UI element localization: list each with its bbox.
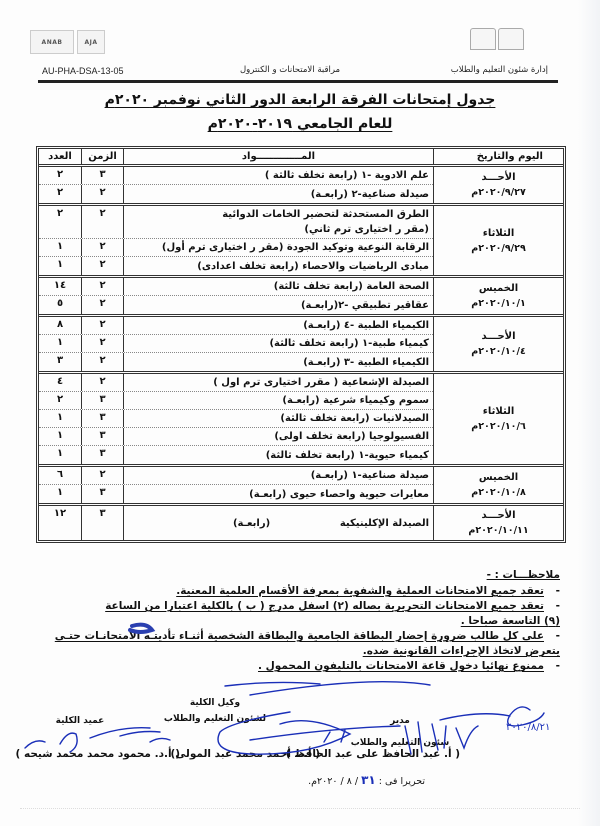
note-text: (٩) التاسعة صباحا . [460, 615, 560, 627]
exam-date: ٢٠٢٠/١٠/١١م [468, 525, 529, 536]
student-count-cell: ٢ [56, 208, 64, 219]
duration-cell: ٢ [81, 206, 123, 238]
student-count-cell: ١ [56, 412, 64, 423]
subject-cell [123, 317, 433, 334]
subject-cell [123, 206, 433, 238]
note-item: - على كل طالب ضرورة إحضار البطاقة الجامعية والبطاقة الشخصية أثنـاء تأديتـه الامتحانـات حتـى [54, 630, 560, 642]
day-date-cell [433, 206, 563, 275]
exam-date: ٢٠٢٠/١٠/٨م [471, 487, 526, 498]
subject-cell [123, 428, 433, 445]
document-code: AU-PHA-DSA-13-05 [42, 66, 124, 76]
subject-text: الصيدلانيات (رابعة تخلف ثالثة) [280, 413, 429, 424]
document-title [0, 92, 600, 108]
accreditation-logos [30, 30, 110, 56]
subject-text: الفسيولوجيا (رابعة تخلف اولى) [274, 431, 429, 442]
exam-date: ٢٠٢٠/١٠/٦م [471, 421, 526, 432]
student-count-cell: ١ [56, 337, 64, 348]
day-name: الأحـــد [481, 172, 516, 183]
day-date-cell [433, 317, 563, 371]
student-count-cell: ٢ [56, 187, 64, 198]
signature-role: وكيل الكلية [189, 698, 241, 708]
duration-cell: ٣ [81, 446, 123, 464]
header-center-text: مراقبة الامتحانات و الكنترول [240, 65, 341, 75]
university-logo [470, 28, 526, 56]
subject-text: سموم وكيمياء شرعية (رابعـة) [282, 395, 429, 406]
vice-dean-name: ( أ.د. أحمد محمد عبد المولى) [170, 748, 320, 760]
table-row [39, 506, 433, 540]
signature-role: لشئون التعليم والطلاب [163, 714, 267, 724]
exam-date: ٢٠٢٠/٩/٢٧م [471, 187, 526, 198]
table-row [39, 374, 433, 392]
day-group [39, 467, 563, 506]
day-date-cell [433, 467, 563, 503]
day-date-cell [433, 506, 563, 540]
subject-cell [123, 167, 433, 184]
duration-cell: ٢ [81, 239, 123, 256]
subject-text: كيمياء طبية-١ (رابعة تخلف ثالثة) [269, 338, 429, 349]
day-group [39, 506, 563, 540]
subject-text: كيمياء حيوية-١ (رابعة تخلف ثالثة) [265, 449, 429, 461]
subject-text: الصيدلة الإشعاعية ( مقرر اختيارى ترم اول ) [213, 377, 429, 388]
duration-cell: ٢ [81, 335, 123, 352]
table-row [39, 167, 433, 185]
duration-cell: ٢ [81, 353, 123, 371]
subject-text: معايرات حيوية واحصاء حيوى (رابعـة) [249, 488, 429, 500]
header-subjects: المـــــــــــــواد [123, 149, 433, 164]
table-row [39, 410, 433, 428]
student-count-cell: ١ [56, 259, 64, 270]
duration-cell: ٣ [81, 485, 123, 503]
note-item: - ممنوع نهائيا دخول قاعة الامتحانات بالتليفون المحمول . [258, 660, 560, 672]
subject-cell [123, 296, 433, 314]
duration-cell: ٢ [81, 185, 123, 203]
subject-text: الكيمياء الطبية -٣ (رابعـة) [303, 356, 429, 368]
duration-cell: ٢ [81, 374, 123, 391]
duration-cell: ٣ [81, 392, 123, 409]
subject-text: الكيمياء الطبية -٤ (رابعـة) [303, 320, 429, 331]
signature-block-director [340, 716, 460, 748]
day-group [39, 167, 563, 206]
subject-cell [123, 506, 433, 540]
student-count-cell: ٦ [56, 469, 64, 480]
note-text: تعقد جميع الامتحانات العملية والشفوية بمعرفة الأقسام العلمية المعنية. [176, 585, 544, 597]
table-row [39, 239, 433, 257]
student-count-cell: ١٤ [53, 280, 67, 291]
subject-cell [123, 410, 433, 427]
subject-cell [123, 485, 433, 503]
student-count-cell: ٣ [56, 355, 64, 366]
subject-text: مبادى الرياضيات والاحصاء (رابعة تخلف اعدادى) [197, 260, 429, 272]
student-count-cell: ٢ [56, 394, 64, 405]
signature-role: شئون التعليم والطلاب [350, 738, 450, 748]
notes-title: ملاحظـــات : - [486, 569, 560, 581]
note-item: - تعقد جميع الامتحانات التحريرية بصاله (٢) اسفل مدرج ( ب ) بالكلية اعتبارا من الساعة [105, 600, 560, 612]
table-row [39, 446, 433, 464]
student-count-cell: ١ [56, 430, 64, 441]
table-row [39, 392, 433, 410]
table-row [39, 353, 433, 371]
document-subtitle [0, 116, 600, 132]
day-group [39, 278, 563, 317]
note-text: على كل طالب ضرورة إحضار البطاقة الجامعية والبطاقة الشخصية أثنـاء تأديتـه الامتحانـات حتـى [54, 630, 544, 642]
subject-cell [123, 185, 433, 203]
day-name: الثلاثاء [482, 406, 515, 417]
table-row [39, 317, 433, 335]
student-count-cell: ١٢ [53, 508, 67, 519]
table-row [39, 278, 433, 296]
subject-text: صيدلة صناعية-٢ (رابعـة) [310, 188, 429, 200]
notes-section [40, 568, 560, 674]
issue-date-rest: / ٨ / ٢٠٢٠م. [308, 776, 359, 787]
subject-cell [123, 467, 433, 484]
table-row [39, 257, 433, 275]
table-row [39, 485, 433, 503]
subject-cell [123, 257, 433, 275]
day-group [39, 374, 563, 467]
day-name: الأحـــد [481, 331, 516, 342]
duration-cell: ٢ [81, 467, 123, 484]
subtitle-text: للعام الجامعي ٢٠١٩-٢٠٢٠م [207, 116, 393, 132]
signature-block-vice-dean [155, 698, 275, 724]
subject-cell [123, 353, 433, 371]
student-count-cell: ٢ [56, 169, 64, 180]
table-row [39, 335, 433, 353]
table-row [39, 428, 433, 446]
subject-text: علم الادوية -١ (رابعة تخلف ثالثة ) [264, 170, 429, 181]
day-date-cell [433, 167, 563, 203]
issue-date-label: تحريرا فى : [378, 776, 425, 787]
note-continuation [40, 614, 560, 629]
header-department: إدارة شئون التعليم والطلاب [450, 65, 548, 75]
dean-name: ( أ.د. محمود محمد محمد شيحه ) [15, 748, 180, 760]
subject-text: عقاقير تطبيقي -٢(رابعـة) [300, 299, 429, 311]
handwritten-day: ٣١ [361, 773, 376, 787]
day-group [39, 206, 563, 278]
ink-stroke [225, 682, 320, 686]
student-count-cell: ١ [56, 241, 64, 252]
subject-cell [123, 374, 433, 391]
duration-cell: ٣ [81, 428, 123, 445]
student-count-cell: ١ [56, 448, 64, 459]
issue-date [308, 773, 425, 787]
day-date-cell [433, 278, 563, 314]
aja-logo: AJA [77, 30, 105, 54]
anab-logo: ANAB [30, 30, 74, 54]
duration-cell: ٢ [81, 317, 123, 334]
note-continuation [40, 644, 560, 659]
note-text: تعقد جميع الامتحانات التحريرية بصاله (٢) اسفل مدرج ( ب ) بالكلية اعتبارا من الساعة [105, 600, 544, 612]
header-time: الزمن [81, 149, 123, 164]
title-text: جدول إمتحانات الفرقة الرابعة الدور الثاني نوفمبر ٢٠٢٠م [104, 92, 496, 108]
day-name: الثلاثاء [482, 227, 515, 239]
table-row [39, 206, 433, 239]
handwritten-date: ٢٠٢٠/٨/٢١ [506, 722, 551, 733]
duration-cell: ٢ [81, 257, 123, 275]
header-divider [38, 80, 558, 83]
student-count-cell: ٨ [56, 319, 64, 330]
table-row [39, 467, 433, 485]
student-count-cell: ٤ [56, 376, 64, 387]
day-name: الخميس [478, 472, 519, 483]
subject-text: الصحة العامة (رابعة تخلف ثالثة) [273, 281, 429, 292]
duration-cell: ٢ [81, 278, 123, 295]
subject-cell [123, 278, 433, 295]
table-body [39, 167, 563, 540]
note-text: يتعرض لاتخاذ الإجراءات القانونية ضده. [362, 645, 560, 657]
day-group [39, 317, 563, 374]
subject-text: الطرق المستحدثة لتحضير الخامات الدوائية (مقر ر اختيارى ترم ثاني) [222, 209, 429, 235]
subject-text: الرقابة النوعية وتوكيد الجودة (مقر ر اختيارى ترم أول) [161, 242, 429, 253]
table-header-row [39, 149, 563, 167]
student-count-cell: ٥ [56, 298, 64, 309]
exam-date: ٢٠٢٠/١٠/١م [471, 298, 526, 309]
signature-block-dean [30, 716, 130, 726]
exam-date: ٢٠٢٠/١٠/٤م [471, 346, 526, 357]
table-row [39, 296, 433, 314]
subject-cell [123, 239, 433, 256]
book-icon [470, 28, 496, 50]
subject-cell [123, 335, 433, 352]
note-item: - تعقد جميع الامتحانات العملية والشفوية بمعرفة الأقسام العلمية المعنية. [176, 585, 560, 597]
footer-divider [20, 808, 580, 809]
duration-cell: ٢ [81, 296, 123, 314]
student-count-cell: ١ [56, 487, 64, 498]
note-text: ممنوع نهائيا دخول قاعة الامتحانات بالتليفون المحمول . [258, 660, 544, 672]
exam-date: ٢٠٢٠/٩/٢٩م [471, 242, 526, 254]
subject-text: صيدلة صناعية-١ (رابعـة) [310, 470, 429, 481]
subject-cell [123, 446, 433, 464]
header-count: العدد [48, 151, 72, 162]
header-day-date: اليوم والتاريخ [433, 149, 563, 164]
duration-cell: ٣ [81, 506, 123, 540]
exam-schedule-table [36, 146, 566, 543]
signature-role: مدير [390, 716, 410, 726]
day-name: الأحـــد [481, 510, 516, 521]
day-date-cell [433, 374, 563, 464]
table-row [39, 185, 433, 203]
director-name: ( أ. عبد الحافظ على عبد الحافظ ) [285, 748, 460, 760]
subject-cell [123, 392, 433, 409]
signature-role: عميد الكلية [55, 716, 105, 726]
book-icon [498, 28, 524, 50]
duration-cell: ٣ [81, 167, 123, 184]
duration-cell: ٣ [81, 410, 123, 427]
subject-text: الصيدلة الإكلينيكية (رابعـة) [232, 517, 429, 529]
day-name: الخميس [478, 283, 519, 294]
